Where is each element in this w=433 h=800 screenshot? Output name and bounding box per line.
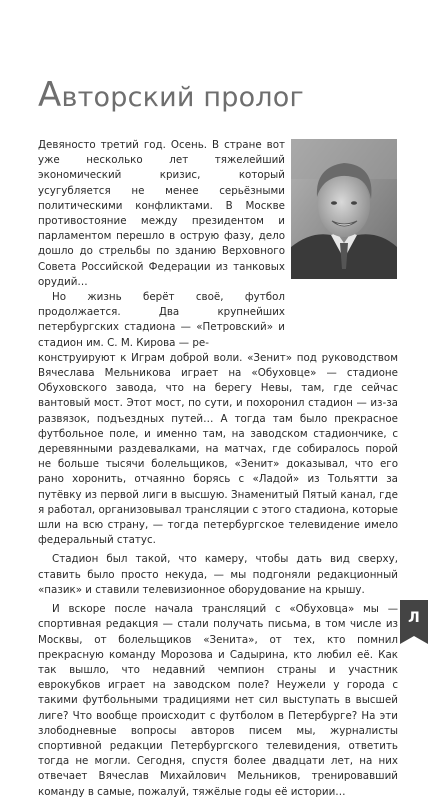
paragraph-2-end: конструируют к Играм доброй воли. «Зенит» под руководством Вячеслава Мельникова играет на «Обуховце» — стадионе Обуховского завода, что на берегу Невы, там, где сейчас вантовый мост. Этот мост, по сути, и похоронил стадион — из-за развязок, подъездных путей… А тогда там было прекрасное футбольное поле, и именно там, на заводском стадиончике, с деревянными раздевалками, на матчах, где собиралось порой не больше тысячи болельщиков, «Зенит» доказывал, что его рано хоронить, отчаянно борясь с «Ладой» из Тольятти за путёвку из первой лиги в высшую. Знаменитый Пятый канал, где я работал, организовывал трансляции с этого стадиона, которые шли на всю страну, — тогда петербургское телевидение имело федеральный статус.: [38, 351, 398, 547]
paragraph-3: Стадион был такой, что камеру, чтобы дать вид сверху, ставить было просто некуда, — мы подгоняли редакционный «пазик» и ставили телевизионное оборудование на крышу.: [38, 553, 398, 596]
paragraph-1: Девяносто третий год. Осень. В стране вот уже несколько лет тяжелейший экономический кризис, который усугубляется не менее серьёзными политическими конфликтами. В Москве противостояние между президентом и парламентом перешло в острую фазу, дело дошло до стрельбы по зданию Верховного Совета Российской Федерации из танковых орудий…: [38, 139, 285, 288]
title-initial: А: [38, 75, 62, 115]
publisher-logo: [400, 600, 428, 644]
page-title: [38, 75, 398, 115]
article-body: [38, 138, 398, 800]
paragraph-4: И вскоре после начала трансляций с «Обуховца» мы — спортивная редакция — стали получать письма, в том числе из Москвы, от болельщиков «Зенита», от тех, кто помнил прекрасную команду Морозова и Садырина, кто любил её. Как так вышло, что недавний чемпион страны и участник еврокубков играет на заводском поле? Неужели у города с такими футбольными традициями нет сил выступать в высшей лиге? Что вообще происходит с футболом в Петербурге? На эти злободневные вопросы авторов писем мы, журналисты спортивной редакции Петербургского телевидения, ответить тогда не могли. Сегодня, спустя более двадцати лет, на них отвечает Вячеслав Михайлович Мельников, тренировавший команду в самые, пожалуй, тяжёлые годы её истории…: [38, 603, 398, 798]
logo-letter: Л: [408, 610, 420, 626]
paragraph-2-start: Но жизнь берёт своё, футбол продолжается. Два крупнейших петербургских стадиона — «Петровский» и стадион им. С. М. Кирова — ре-: [38, 291, 285, 349]
title-rest: вторский пролог: [61, 82, 304, 113]
